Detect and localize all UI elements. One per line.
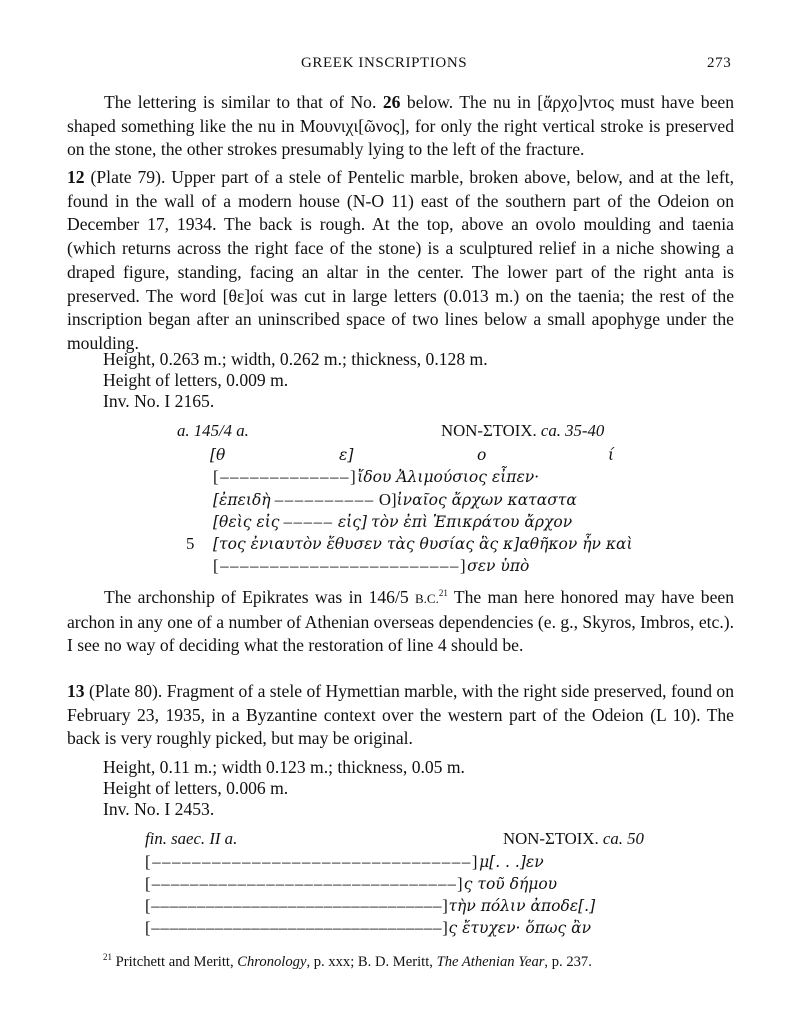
page-number: 273 [707, 55, 732, 71]
entry-12-commentary [67, 586, 734, 658]
entry-13-number: 13 [67, 681, 85, 701]
footnote-ref: 21 [438, 588, 448, 599]
entry-12-description [67, 166, 734, 356]
entry-13-style-label: NON-ΣΤΟΙΧ. [503, 829, 599, 848]
ins12-line6 [213, 555, 529, 577]
ins12-line1-left: [θ [210, 446, 226, 464]
running-header-title: GREEK INSCRIPTIONS [301, 55, 468, 71]
commentary-text-2: The man here honored may have been archon in any one of a number of Athenian overseas dependencies (e. g., Skyros, Imbros, etc.). I see no way of deciding what the restoration of line 4 should be. [67, 587, 734, 656]
ins13-line2-dashes: [––––––––––––––––––––––––––––––––] [145, 874, 464, 893]
ins12-line6-text: σεν ὑπὸ [467, 557, 530, 575]
entry-13-measurements [103, 757, 465, 820]
ins12-line4 [213, 511, 572, 533]
entry-12-style-label: NON-ΣΤΟΙΧ. [441, 421, 537, 440]
entry-12-number: 12 [67, 167, 85, 187]
ins12-line3 [213, 489, 577, 511]
intro-text-1: The lettering is similar to that of No. [104, 92, 383, 112]
footnote-number: 21 [103, 952, 112, 963]
ins12-line2-text: ἴδου Ἀλιμούσιος εἶπεν· [357, 468, 540, 486]
ins12-line3-text: ἰναῖος ἄρχων καταστα [396, 491, 577, 509]
ins12-line1-mid1: ε] [339, 446, 354, 464]
ins12-line1-right: ί [608, 446, 615, 464]
footnote-text-2: , p. xxx; B. D. Meritt, [306, 954, 437, 970]
ins12-line4-text: τὸν ἐπὶ Ἐπικράτου ἄρχον [371, 513, 573, 531]
ins13-line4-dashes: [––––––––––––––––––––––––––––––––] [145, 918, 449, 937]
entry-12-style [441, 420, 604, 442]
ins12-line4-mid: εἰς] [337, 513, 367, 531]
ins13-line3 [145, 895, 595, 917]
entry-12-date: a. 145/4 a. [177, 421, 249, 440]
ins13-line4 [145, 917, 591, 939]
entry-12-inventory: Inv. No. I 2165. [103, 391, 215, 411]
footnote-book-2: The Athenian Year [436, 954, 545, 970]
entry-13-letter-height: Height of letters, 0.006 m. [103, 778, 289, 798]
entry-13-date: fin. saec. II a. [145, 829, 238, 848]
ins13-line1-text: μ[. . .]εν [479, 853, 544, 871]
commentary-bc: B.C. [414, 591, 439, 606]
footnote [103, 953, 592, 971]
ins12-line2 [213, 466, 539, 488]
ins12-line1-mid2: ο [477, 446, 487, 464]
ins13-line4-text: ς ἔτυχεν· ὅπως ἂν [448, 919, 592, 937]
ins12-line3-dashes: –––––––––– [274, 490, 375, 509]
entry-13-text: (Plate 80). Fragment of a stele of Hymettian marble, with the right side preserved, found on February 23, 1935, in a Byzantine context over the western part of the Odeion (L 10). The back is very roughly picked, but may be original. [67, 681, 734, 749]
ins12-line5: [τος ἐνιαυτὸν ἔθυσεν τὰς θυσίας ἃς κ]αθῆκον ἦν καὶ [213, 535, 633, 553]
intro-paragraph [67, 91, 734, 162]
ins13-line2-text: ς τοῦ δήμου [463, 875, 558, 893]
ins12-line4-dashes: ––––– [283, 512, 334, 531]
ins12-line2-dashes: [–––––––––––––] [213, 467, 358, 486]
commentary-text-1: The archonship of Epikrates was in 146/5 [104, 587, 415, 607]
ins13-line2 [145, 873, 557, 895]
cross-ref-number: 26 [382, 92, 401, 112]
ins12-line-number: 5 [186, 534, 195, 553]
ins12-line6-dashes: [––––––––––––––––––––––––] [213, 556, 468, 575]
ins12-line4-lead: [θεὶς εἰς [213, 513, 280, 531]
ins13-line3-text: τὴν πόλιν ἀποδε[.] [448, 897, 596, 915]
entry-13-style [503, 828, 644, 850]
entry-12-letter-height: Height of letters, 0.009 m. [103, 370, 289, 390]
ins13-line3-dashes: [––––––––––––––––––––––––––––––––] [145, 896, 449, 915]
footnote-book-1: Chronology [237, 954, 307, 970]
entry-13-inventory: Inv. No. I 2453. [103, 799, 215, 819]
entry-12-text: (Plate 79). Upper part of a stele of Pentelic marble, broken above, below, and at the left, found in the wall of a modern house (N-O 11) east of the southern part of the Odeion on December 17, 1934. The back is rough. At the top, above an ovolo moulding and taenia (which returns across the right face of the stone) is a sculptured relief in a niche showing a draped figure, standing, facing an altar in the center. The lower part of the right anta is preserved. The word [θε]οί was cut in large letters (0.013 m.) on the taenia; the rest of the inscription began after an uninscribed space of two lines below a small apophyge under the moulding. [67, 167, 734, 353]
ins12-line3-lead: [ἐπειδὴ [213, 491, 271, 509]
entry-13-letter-count: ca. 50 [602, 829, 644, 848]
entry-13-description [67, 680, 734, 751]
entry-12-dims: Height, 0.263 m.; width, 0.262 m.; thickness, 0.128 m. [103, 349, 488, 369]
intro-text-2: below. The nu in [ἄρχο]ντος must have been shaped something like the nu in Μουνιχι[ῶνος], for only the right vertical stroke is preserved on the stone, the other strokes presumably lying to the left of the fracture. [67, 92, 734, 160]
ins13-line1-dashes: [––––––––––––––––––––––––––––––––] [145, 852, 480, 871]
ins13-line1 [145, 851, 544, 873]
entry-12-measurements [103, 349, 488, 412]
ins12-line3-mid: Ο] [378, 490, 397, 509]
entry-13-dims: Height, 0.11 m.; width 0.123 m.; thickness, 0.05 m. [103, 757, 465, 777]
footnote-text-1: Pritchett and Meritt, [112, 954, 238, 970]
entry-12-letter-count: ca. 35-40 [540, 421, 605, 440]
footnote-text-3: , p. 237. [544, 954, 592, 970]
